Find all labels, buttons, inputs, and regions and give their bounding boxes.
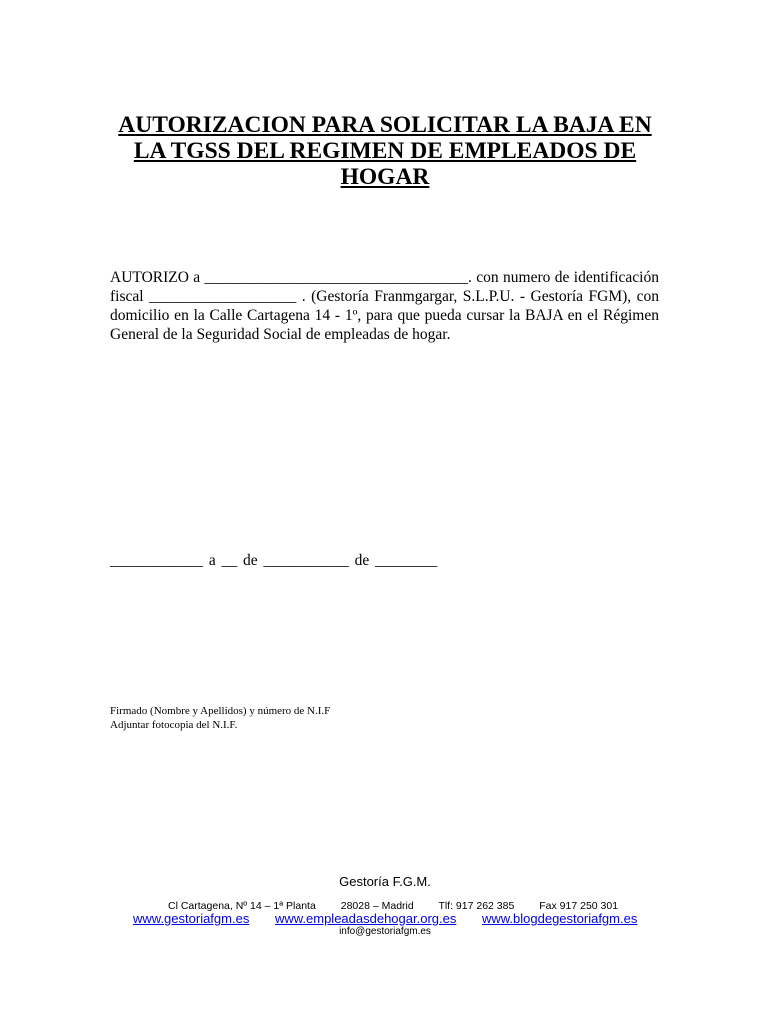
place-date-line: ____________ a __ de ___________ de ________ [110,552,438,569]
title-line-3: HOGAR [340,164,430,190]
footer-company-name: Gestoría F.G.M. [339,874,431,889]
footer-link-empleadasdehogar[interactable]: www.empleadasdehogar.org.es [274,911,457,926]
paragraph-line-1: AUTORIZO a __________________________________. con numero de identificación [110,269,659,286]
title-line-1: AUTORIZACION PARA SOLICITAR LA BAJA EN [118,112,652,138]
footer-postal: 28028 – Madrid [340,900,414,912]
authorization-paragraph [110,268,659,344]
footer-phone: Tlf: 917 262 385 [438,900,515,912]
footer-fax: Fax 917 250 301 [539,900,619,912]
signature-block [110,704,330,732]
footer-link-blog[interactable]: www.blogdegestoriafgm.es [481,911,638,926]
signature-note: Firmado (Nombre y Apellidos) y número de N.I.F [110,705,331,717]
title-line-2: LA TGSS DEL REGIMEN DE EMPLEADOS DE [133,138,637,164]
footer-link-gestoriafgm[interactable]: www.gestoriafgm.es [133,911,250,926]
document-title [100,112,670,190]
attachment-note: Adjuntar fotocopia del N.I.F. [110,719,238,731]
footer-address: Cl Cartagena, Nº 14 – 1ª Planta [168,900,316,912]
paragraph-line-4: General de la Seguridad Social de empleadas de hogar. [110,326,451,343]
paragraph-line-3: domicilio en la Calle Cartagena 14 - 1º, para que pueda cursar la BAJA en el Régimen [110,307,659,324]
footer-email: info@gestoriafgm.es [339,926,431,937]
paragraph-line-2: fiscal ___________________ . (Gestoría Franmgargar, S.L.P.U. - Gestoría FGM), con [110,288,659,305]
footer-links [133,911,637,926]
